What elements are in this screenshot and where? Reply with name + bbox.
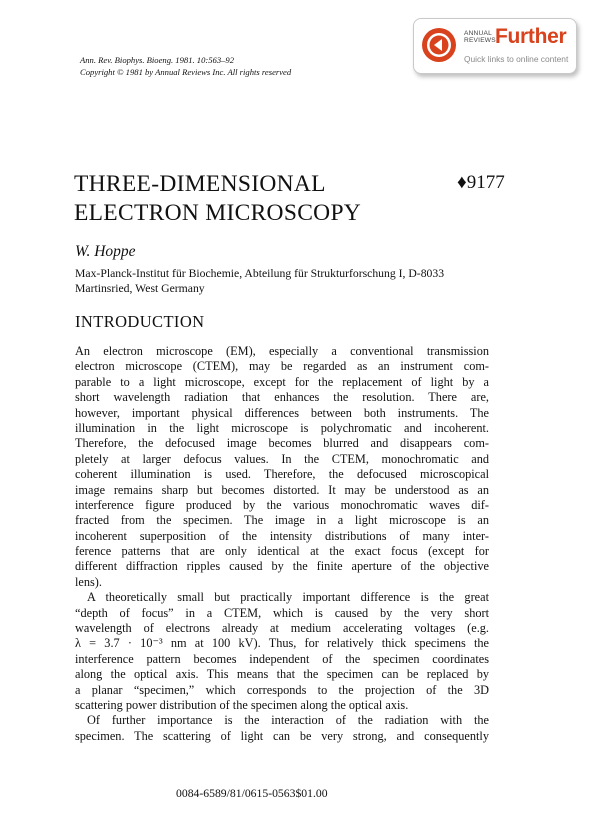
body-line: incoherent superposition of the intensity distributions of many inter- — [75, 528, 489, 543]
journal-citation — [80, 54, 291, 78]
further-wordmark: Further — [495, 25, 567, 48]
citation-line-2: Copyright © 1981 by Annual Reviews Inc. All rights reserved — [80, 67, 292, 77]
body-line: parable to a light microscope, except for the replacement of light by a — [75, 374, 489, 389]
article-title — [74, 170, 454, 228]
annual-label: ANNUAL — [464, 30, 492, 37]
body-line: a planar “specimen,” which corresponds to the projection of the 3D — [75, 682, 489, 697]
body-line: scattering power distribution of the specimen along the optical axis. — [75, 697, 409, 712]
body-line: different diffraction ripples caused by the finite aperture of the objective — [75, 559, 489, 574]
body-line: fracted from the specimen. The image in a light microscope is an — [75, 513, 489, 528]
author-name: W. Hoppe — [75, 243, 136, 260]
body-line: An electron microscope (EM), especially a conventional transmission — [75, 344, 489, 358]
article-id-marker: ♦9177 — [457, 172, 505, 193]
body-line: pletely at larger defocus values. In the CTEM, monochromatic and — [75, 451, 489, 466]
body-line: short wavelength radiation that enhances the resolution. There are, — [75, 390, 489, 405]
citation-line-1: Ann. Rev. Biophys. Bioeng. 1981. 10:563–92 — [80, 55, 235, 65]
body-line: lens). — [75, 574, 102, 589]
annual-reviews-wordmark — [464, 30, 496, 44]
body-line: image remains sharp but becomes distorted. It may be understood as an — [75, 482, 489, 497]
body-line: however, important physical differences between both instruments. The — [75, 405, 489, 420]
further-tagline: Quick links to online content — [464, 54, 569, 64]
affiliation-line-2: Martinsried, West Germany — [75, 282, 205, 295]
play-arrow-icon — [422, 28, 456, 62]
body-line: along the optical axis. This means that the specimen can be replaced by — [75, 667, 489, 682]
reviews-label: REVIEWS — [464, 37, 496, 44]
body-line: interference pattern becomes independent of the specimen coordinates — [75, 651, 489, 666]
title-line-2: ELECTRON MICROSCOPY — [74, 200, 362, 226]
author-affiliation — [75, 266, 444, 296]
body-line: Therefore, the defocused image becomes blurred and disappears com- — [75, 436, 489, 451]
annual-reviews-further-banner[interactable] — [413, 18, 577, 74]
body-line: λ = 3.7 · 10⁻³ nm at 100 kV). Thus, for relatively thick specimens the — [75, 636, 489, 651]
body-line: specimen. The scattering of light can be very strong, and consequently — [75, 728, 489, 743]
title-line-1: THREE-DIMENSIONAL — [74, 171, 326, 197]
body-line: Of further importance is the interaction of the radiation with the — [87, 713, 489, 728]
body-line: illumination in the light microscope is polychromatic and incoherent. — [75, 420, 489, 435]
body-text — [75, 344, 489, 744]
body-line: electron microscope (CTEM), may be regarded as an instrument com- — [75, 359, 489, 374]
body-line: “depth of focus” in a CTEM, which is caused by the very short — [75, 605, 489, 620]
body-line: A theoretically small but practically important difference is the great — [87, 590, 489, 605]
body-line: coherent illumination is used. Therefore, the defocused microscopical — [75, 467, 489, 482]
affiliation-line-1: Max-Planck-Institut für Biochemie, Abteilung für Strukturforschung I, D-8033 — [75, 267, 445, 280]
body-line: ference patterns that are only identical at the exact focus (except for — [75, 544, 489, 559]
body-line: interference figure produced by the various monochromatic waves dif- — [75, 497, 489, 512]
body-line: wavelength of electrons already at medium accelerating voltages (e.g. — [75, 621, 489, 636]
footer-price-code: 0084-6589/81/0615-0563$01.00 — [176, 787, 328, 800]
section-heading: INTRODUCTION — [75, 312, 205, 331]
